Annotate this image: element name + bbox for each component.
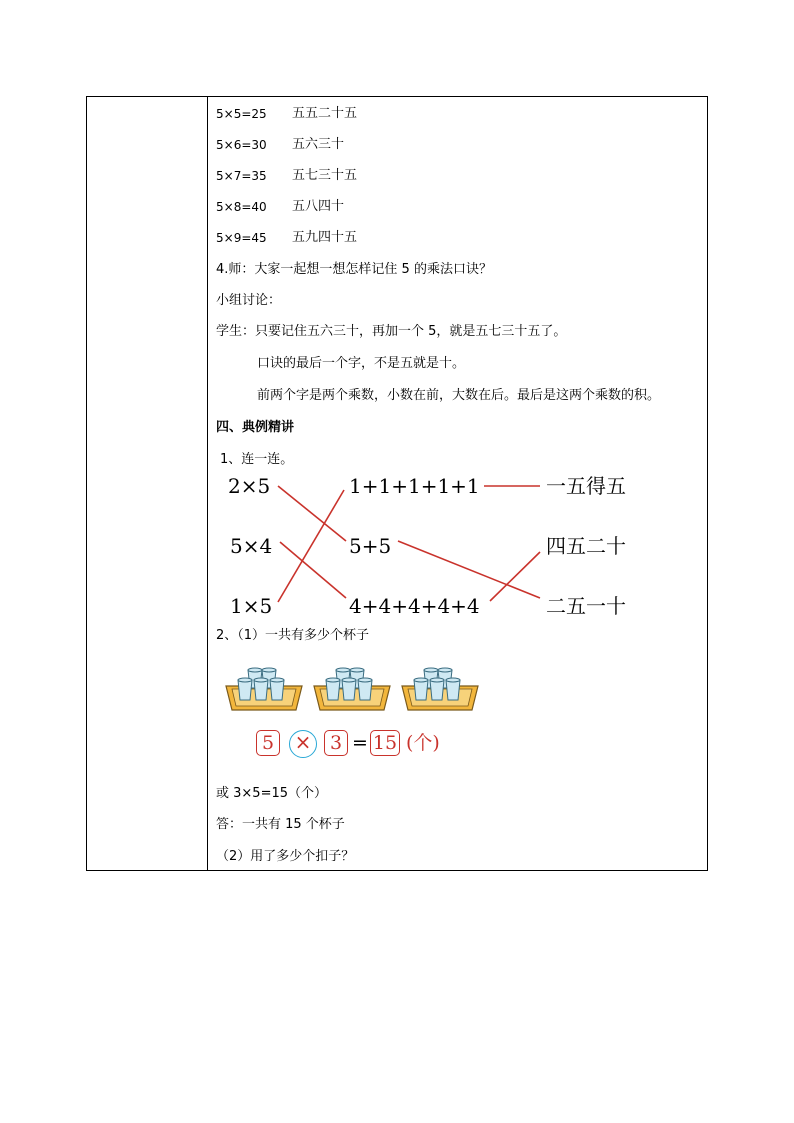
matching-col3-item: 二五一十 bbox=[546, 594, 626, 618]
matching-col2-item: 5+5 bbox=[349, 534, 392, 558]
point-last-character: 口诀的最后一个字，不是五就是十。 bbox=[257, 356, 466, 371]
matching-col2-item: 4+4+4+4+4 bbox=[349, 594, 480, 618]
matching-col1-item: 2×5 bbox=[228, 474, 271, 498]
match-line bbox=[280, 542, 346, 598]
exercise-2-label: 2、（1）一共有多少个杯子 bbox=[216, 628, 370, 643]
match-line bbox=[278, 486, 346, 541]
match-line bbox=[278, 490, 344, 602]
factor-box-b: 3 bbox=[324, 730, 348, 756]
question-4: 4.师：大家一起想一想怎样记住 5 的乘法口诀？ bbox=[216, 262, 492, 277]
row-rhyme: 五六三十 bbox=[292, 137, 345, 152]
exercise-1-label: 1、连一连。 bbox=[220, 452, 294, 467]
cup-trays-illustration bbox=[226, 664, 496, 716]
row-equation: 5×9=45 bbox=[216, 231, 267, 245]
matching-col3-item: 四五二十 bbox=[546, 534, 626, 558]
question-2-2: （2）用了多少个扣子？ bbox=[216, 849, 355, 864]
row-rhyme: 五八四十 bbox=[292, 199, 345, 214]
row-rhyme: 五七三十五 bbox=[292, 168, 358, 183]
student-answer: 学生：只要记住五六三十，再加一个 5，就是五七三十五了。 bbox=[216, 324, 567, 339]
row-equation: 5×7=35 bbox=[216, 169, 267, 183]
equals-sign: = bbox=[352, 732, 368, 754]
group-discussion: 小组讨论： bbox=[216, 293, 282, 308]
section-heading: 四、典例精讲 bbox=[216, 420, 295, 435]
row-equation: 5×5=25 bbox=[216, 107, 267, 121]
point-first-characters: 前两个字是两个乘数，小数在前，大数在后。最后是这两个乘数的积。 bbox=[257, 388, 661, 403]
row-rhyme: 五五二十五 bbox=[292, 106, 358, 121]
alternative-equation: 或 3×5=15（个） bbox=[216, 786, 328, 801]
row-equation: 5×6=30 bbox=[216, 138, 267, 152]
multiply-circle: × bbox=[289, 730, 317, 758]
row-equation: 5×8=40 bbox=[216, 200, 267, 214]
match-line bbox=[398, 541, 540, 598]
unit-label: (个) bbox=[406, 732, 440, 754]
matching-col2-item: 1+1+1+1+1 bbox=[349, 474, 480, 498]
row-rhyme: 五九四十五 bbox=[292, 230, 358, 245]
matching-col3-item: 一五得五 bbox=[546, 474, 626, 498]
factor-box-a: 5 bbox=[256, 730, 280, 756]
answer-text: 答：一共有 15 个杯子 bbox=[216, 817, 345, 832]
match-line bbox=[490, 552, 540, 601]
result-box: 15 bbox=[370, 730, 400, 756]
matching-col1-item: 1×5 bbox=[230, 594, 273, 618]
matching-col1-item: 5×4 bbox=[230, 534, 273, 558]
